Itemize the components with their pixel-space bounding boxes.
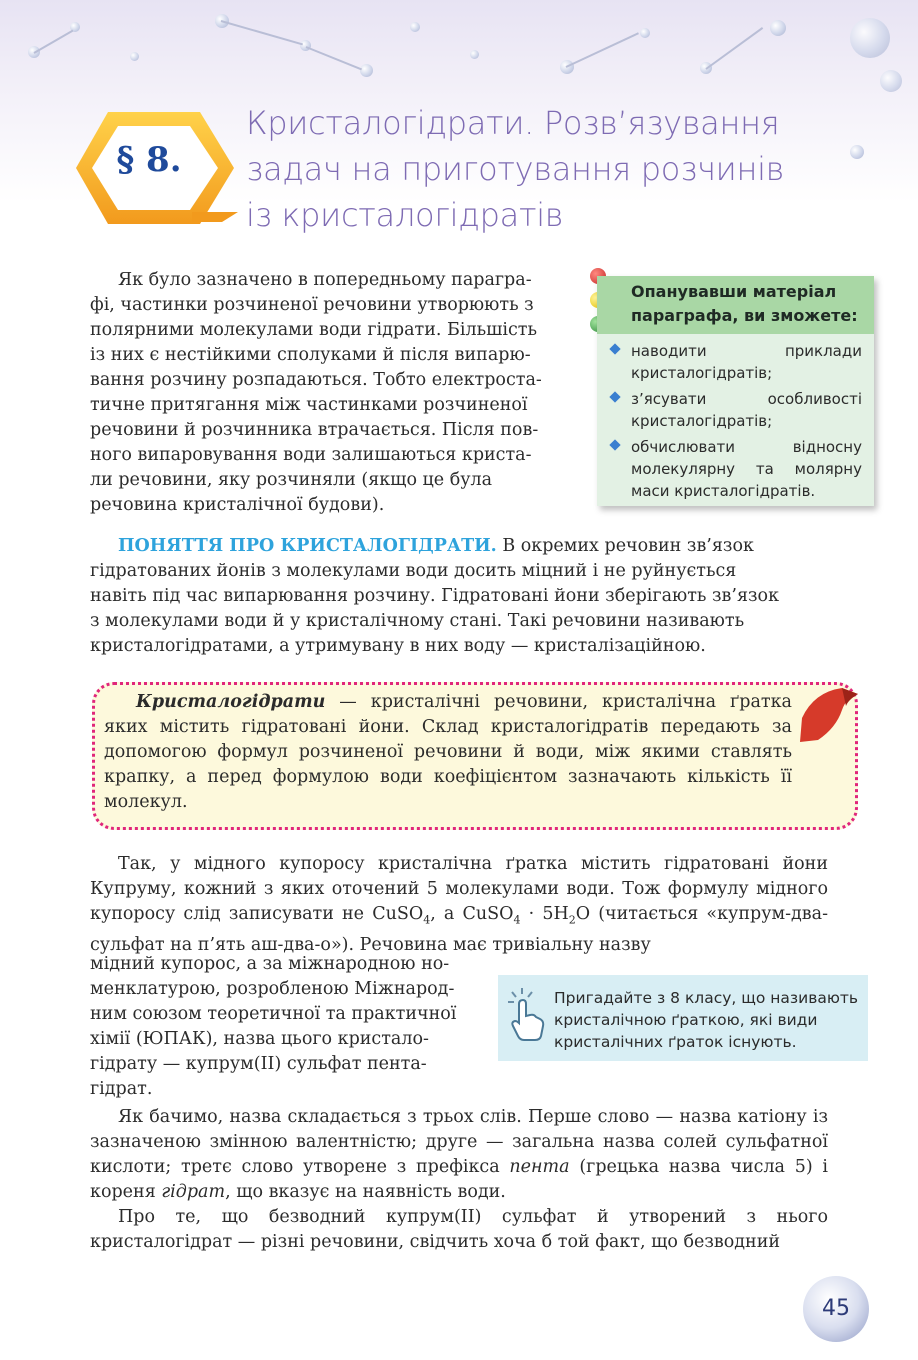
objectives-box: [597, 276, 874, 506]
example-line: гідрат.: [90, 1079, 153, 1099]
definition-text: Кристалогідрати — кристалічні речовини, кристалічна ґратка яких містить гідратовані йони. Склад кристалогідратів передають за допомогою формул розчиненої речовини й води, між якими ставлять крапку, а перед формулою води коефіцієнтом зазначають кількість її молекул.: [104, 692, 792, 812]
last-paragraph: Про те, що безводний купрум(ІІ) сульфат й утворений з нього кристалогідрат — різні речовини, свідчить хоча б той факт, що безводний: [90, 1207, 828, 1252]
objective-item: обчислювати відносну молекулярну та молярну маси кристалогідратів.: [609, 436, 862, 502]
example-line: хімії (ЮПАК), назва цього кристало-: [90, 1029, 429, 1049]
objective-item: з’ясувати особливості кристалогідратів;: [609, 388, 862, 432]
example-paragraph: Так, у мідного купоросу кристалічна ґратка містить гідратовані йони Купруму, кожний з яких оточений 5 молекулами води. Тож формулу мідного купоросу слід записувати не CuSO$_4$, а CuSO$_4$ · $5H_2O$ (читається «купрум-два-сульфат на п’ять аш-два-о»). Речовина має тривіальну назву: [90, 854, 828, 955]
example-line: ним союзом теоретичної та практичної: [90, 1004, 457, 1024]
concept-line: ПОНЯТТЯ ПРО КРИСТАЛОГІДРАТИ. В окремих речовин зв’язок: [118, 536, 754, 556]
section-title: [246, 100, 866, 238]
concept-line: з молекулами води й у кристалічному стані. Такі речовини називають: [90, 611, 745, 631]
intro-line: Як було зазначено в попередньому парагра-: [118, 270, 532, 290]
concept-heading: ПОНЯТТЯ ПРО КРИСТАЛОГІДРАТИ.: [118, 536, 497, 556]
example-continued: [90, 952, 474, 1102]
diamond-bullet-icon: [609, 343, 620, 354]
prefix-term: пента: [509, 1157, 570, 1177]
intro-paragraph: [90, 268, 574, 518]
intro-line: із них є нестійкими сполуками й після випарю-: [90, 345, 531, 365]
example-line: гідрату — купрум(ІІ) сульфат пента-: [90, 1054, 427, 1074]
root-term: гідрат: [161, 1182, 226, 1202]
intro-line: вання розчину розпадаються. Тобто електроста-: [90, 370, 542, 390]
concept-line: гідратованих йонів з молекулами води досить міцний і не руйнується: [90, 561, 737, 581]
intro-line: речовина кристалічної будови).: [90, 495, 385, 515]
intro-line: речовини й розчинника втрачається. Після пов-: [90, 420, 539, 440]
naming-paragraph: Як бачимо, назва складається з трьох слів. Перше слово — назва катіону із зазначеною змінною валентністю; друге — загальна назва солей сульфатної кислоти; третє слово утворене з префікса пента (грецька назва числа 5) і кореня гідрат, що вказує на наявність води.: [90, 1107, 829, 1202]
intro-line: ли речовини, яку розчиняли (якщо це була: [90, 470, 493, 490]
example-line: менклатурою, розробленою Міжнарод-: [90, 979, 455, 999]
pointing-hand-icon: [506, 986, 548, 1042]
page-number: 45: [803, 1276, 869, 1342]
concept-paragraph: [90, 534, 828, 659]
objective-item: наводити приклади кристалогідратів;: [609, 340, 862, 384]
intro-line: тичне притягання між частинками розчиненої: [90, 395, 528, 415]
title-line: Кристалогідрати. Розв’язування: [246, 104, 780, 142]
intro-line: ного випаровування води залишаються криста-: [90, 445, 532, 465]
diamond-bullet-icon: [609, 391, 620, 402]
diamond-bullet-icon: [609, 439, 620, 450]
example-line: мідний купорос, а за міжнародною но-: [90, 954, 450, 974]
tip-text: Пригадайте з 8 класу, що називають кристалічною ґраткою, які види кристалічних ґраток існують.: [554, 989, 859, 1051]
title-line: із кристалогідратів: [246, 196, 564, 234]
bookmark-ribbon-icon: [796, 684, 862, 748]
objectives-heading: Опанувавши матеріал параграфа, ви зможете:: [597, 276, 874, 334]
section-number: § 8.: [116, 140, 182, 180]
objectives-list: [597, 334, 874, 502]
concept-line: навіть під час випарювання розчину. Гідратовані йони зберігають зв’язок: [90, 586, 780, 606]
intro-line: полярними молекулами води гідрати. Більшість: [90, 320, 537, 340]
definition-term: Кристалогідрати: [136, 692, 326, 712]
concept-line: кристалогідратами, а утримувану в них воду — кристалізаційною.: [90, 636, 706, 656]
intro-line: фі, частинки розчиненої речовини утворюють з: [90, 295, 534, 315]
title-line: задач на приготування розчинів: [246, 150, 785, 188]
